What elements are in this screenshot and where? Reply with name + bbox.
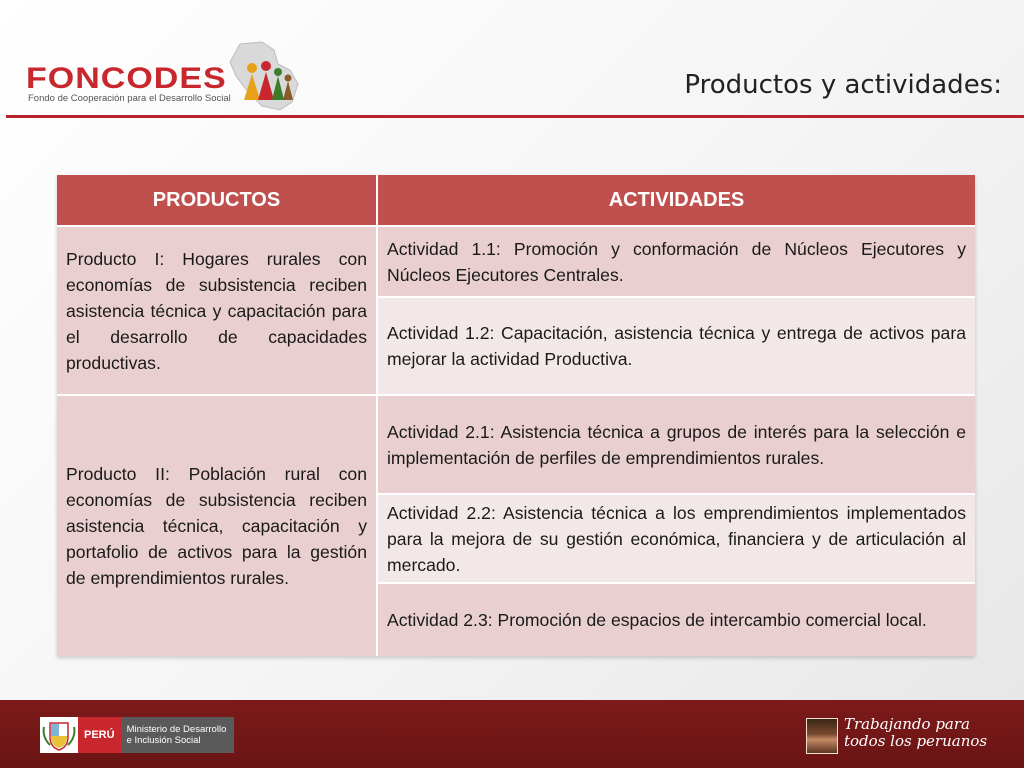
product-text: Producto II: Población rural con economías de subsistencia reciben asistencia técnica, capacitación y portafolio de activos para la gestión de emprendimientos rurales. bbox=[66, 464, 367, 588]
tagline-photo bbox=[806, 718, 838, 754]
slide-footer bbox=[0, 700, 1024, 768]
products-activities-table bbox=[57, 175, 975, 656]
coat-of-arms-icon bbox=[40, 717, 78, 753]
activity-cell bbox=[378, 298, 975, 394]
ministry-label: Ministerio de Desarrollo e Inclusión Social bbox=[121, 717, 234, 753]
activity-cell bbox=[378, 495, 975, 582]
activity-cell bbox=[378, 396, 975, 493]
activity-text: Actividad 1.2: Capacitación, asistencia técnica y entrega de activos para mejorar la actividad Productiva. bbox=[387, 323, 966, 369]
activity-cell bbox=[378, 584, 975, 656]
slide-header bbox=[0, 0, 1024, 122]
product-cell bbox=[57, 396, 376, 656]
logo-wordmark: FONCODES bbox=[26, 62, 227, 95]
title-divider bbox=[6, 115, 1024, 118]
activity-text: Actividad 1.1: Promoción y conformación de Núcleos Ejecutores y Núcleos Ejecutores Centrales. bbox=[387, 238, 966, 285]
page-title: Productos y actividades: bbox=[684, 70, 1002, 100]
activity-text: Actividad 2.3: Promoción de espacios de intercambio comercial local. bbox=[387, 610, 927, 630]
column-header-activities: ACTIVIDADES bbox=[378, 175, 975, 225]
activity-text: Actividad 2.2: Asistencia técnica a los emprendimientos implementados para la mejora de su gestión económica, financiera y de articulación al mercado. bbox=[387, 502, 966, 575]
foncodes-logo bbox=[26, 40, 296, 112]
tagline-script: Trabajando para todos los peruanos bbox=[844, 715, 988, 750]
activity-cell bbox=[378, 227, 975, 296]
logo-subtitle: Fondo de Cooperación para el Desarrollo Social bbox=[28, 93, 231, 104]
peru-map-icon bbox=[222, 40, 302, 112]
country-label: PERÚ bbox=[78, 717, 121, 753]
campaign-tagline bbox=[806, 716, 1006, 756]
product-text: Producto I: Hogares rurales con economías de subsistencia reciben asistencia técnica y capacitación para el desarrollo de capacidades productivas. bbox=[66, 248, 367, 373]
column-header-products: PRODUCTOS bbox=[57, 175, 376, 225]
activity-text: Actividad 2.1: Asistencia técnica a grupos de interés para la selección e implementación de perfiles de emprendimientos rurales. bbox=[387, 421, 966, 468]
government-badge bbox=[40, 717, 234, 753]
product-cell bbox=[57, 227, 376, 394]
